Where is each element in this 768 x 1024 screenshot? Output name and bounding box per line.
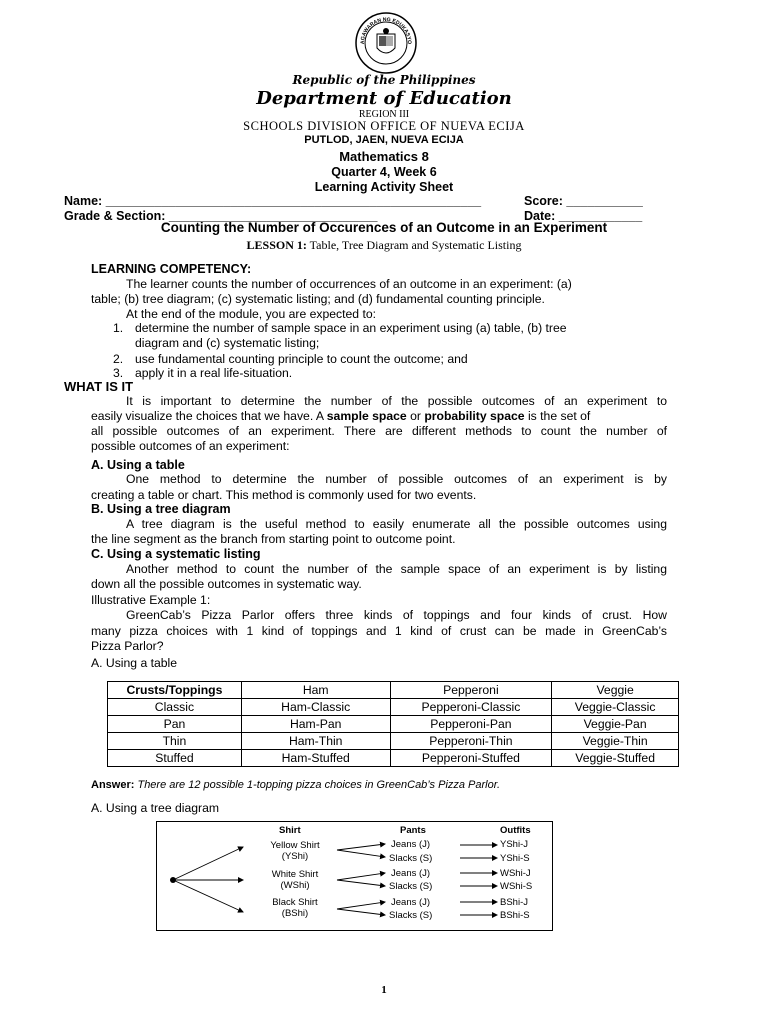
table-cell: Veggie-Stuffed [552,750,679,767]
competency-intro: At the end of the module, you are expected to: [126,307,377,321]
table-row [108,716,679,733]
shirt-code: (WShi) [280,880,310,891]
tree-pants-node: Jeans (J) [391,839,431,850]
method-a-heading: A. Using a table [91,458,185,472]
shirt-code: (YShi) [281,851,309,862]
republic-line: Republic of the Philippines [292,73,476,87]
table-header: Ham [241,682,390,699]
paragraph-line: the line segment as the branch from starting point to outcome point. [91,532,456,546]
tree-outfit-node: WShi-J [500,868,531,879]
shirt-name: White Shirt [271,869,319,880]
method-c-heading: C. Using a systematic listing [91,547,261,561]
paragraph-line: down all the possible outcomes in systematic way. [91,577,362,591]
table-cell: Stuffed [108,750,242,767]
region-line: REGION III [358,109,410,120]
paragraph-line: many pizza choices with 1 kind of toppings and 1 kind of crust can be made in GreenCab’s [91,624,667,638]
table-cell: Pepperoni-Classic [390,699,552,716]
lesson-prefix: LESSON 1: [246,238,307,252]
paragraph-line: Another method to count the number of the sample space of an experiment is by listing [126,562,667,576]
name-label: Name: [64,194,103,208]
tree-outfit-node: YShi-S [500,853,530,864]
score-field[interactable] [524,194,643,208]
tree-branch [337,850,385,857]
tree-pants-node: Slacks (S) [389,910,433,921]
tree-pants-node: Jeans (J) [391,868,431,879]
table-header: Crusts/Toppings [108,682,242,699]
paragraph-line: all possible outcomes of an experiment. There are different methods to count the number of [91,424,667,438]
tree-svg [157,822,552,930]
tree-branch [337,902,385,909]
score-line[interactable]: ___________ [566,194,643,208]
table-header: Veggie [552,682,679,699]
page-number: 1 [381,984,387,996]
paragraph-line: GreenCab’s Pizza Parlor offers three kinds of toppings and four kinds of crust. How [126,608,667,622]
tree-shirt-node [253,869,337,891]
table-header: Pepperoni [390,682,552,699]
paragraph-line: One method to determine the number of possible outcomes of an experiment is by [126,472,667,486]
shirt-name: Black Shirt [272,897,318,908]
pizza-table [107,681,679,767]
lesson-text: Table, Tree Diagram and Systematic Listing [309,238,522,252]
tree-col-shirt: Shirt [279,825,301,836]
activity-title: Counting the Number of Occurences of an Outcome in an Experiment [160,220,608,235]
competency-heading: LEARNING COMPETENCY: [91,262,252,276]
name-field[interactable] [64,194,481,208]
objective-line: use fundamental counting principle to count the outcome; and [135,352,468,366]
table-cell: Ham-Pan [241,716,390,733]
date-label: Date: [524,209,556,223]
competency-para-1: The learner counts the number of occurrences of an outcome in an experiment: (a) [126,277,572,291]
table-cell: Thin [108,733,242,750]
tree-col-pants: Pants [400,825,426,836]
table-cell: Veggie-Thin [552,733,679,750]
tree-branch [337,909,385,915]
table-cell: Pan [108,716,242,733]
shirt-code: (BShi) [281,908,309,919]
tree-caption: A. Using a tree diagram [91,801,220,815]
answer-label: Answer: [91,779,135,791]
objective-line: diagram and (c) systematic listing; [135,336,320,350]
tree-outfit-node: BShi-J [500,897,528,908]
tree-branch [337,844,385,850]
division-line: SCHOOLS DIVISION OFFICE OF NUEVA ECIJA [243,119,525,133]
tree-branch [337,873,385,880]
sheet-title: Learning Activity Sheet [314,180,454,194]
table-cell: Ham-Stuffed [241,750,390,767]
tree-shirt-node [253,897,337,919]
table-cell: Veggie-Pan [552,716,679,733]
grade-label: Grade & Section: [64,209,166,223]
quarter-line: Quarter 4, Week 6 [331,165,437,179]
paragraph-text: easily visualize the choices that we have. A [91,409,327,423]
table-cell: Classic [108,699,242,716]
tree-branch [337,880,385,886]
paragraph-line: possible outcomes of an experiment: [91,439,290,453]
tree-pants-node: Jeans (J) [391,897,431,908]
table-cell: Pepperoni-Thin [390,733,552,750]
date-line[interactable]: ____________ [558,209,643,223]
what-is-it-heading: WHAT IS IT [64,379,134,394]
objective-line: apply it in a real life-situation. [135,366,293,380]
paragraph-line: A tree diagram is the useful method to easily enumerate all the possible outcomes using [126,517,667,531]
answer-text: There are 12 possible 1-topping pizza choices in GreenCab’s Pizza Parlor. [137,779,501,791]
score-label: Score: [524,194,563,208]
tree-shirt-node [253,840,337,862]
table-row [108,699,679,716]
deped-seal [355,12,417,74]
tree-branch [173,847,243,880]
name-line[interactable]: ______________________________________________________ [105,194,482,208]
objective-number: 3. [113,366,124,380]
table-cell: Pepperoni-Pan [390,716,552,733]
lesson-title [0,238,768,253]
paragraph-text: or [406,409,425,423]
paragraph-line [91,409,667,424]
table-cell: Veggie-Classic [552,699,679,716]
objective-number: 2. [113,352,124,366]
tree-col-outfits: Outfits [500,825,531,836]
tree-diagram [156,821,553,931]
table-row [108,750,679,767]
address-line: PUTLOD, JAEN, NUEVA ECIJA [304,134,464,146]
example-label: Illustrative Example 1: [91,593,211,607]
table-row [108,733,679,750]
tree-branch [173,880,243,912]
objective-number: 1. [113,321,124,335]
table-cell: Ham-Thin [241,733,390,750]
tree-outfit-node: YShi-J [500,839,528,850]
table-cell: Pepperoni-Stuffed [390,750,552,767]
tree-outfit-node: WShi-S [500,881,533,892]
paragraph-line: It is important to determine the number of the possible outcomes of an experiment to [126,394,667,408]
tree-outfit-node: BShi-S [500,910,530,921]
table-cell: Ham-Classic [241,699,390,716]
method-b-heading: B. Using a tree diagram [91,502,231,516]
table-header-row [108,682,679,699]
probability-space-term: probability space [424,409,525,423]
answer-line [91,779,500,791]
subject-title: Mathematics 8 [339,149,429,164]
table-caption: A. Using a table [91,656,178,670]
paragraph-line: Pizza Parlor? [91,639,164,653]
competency-para-2: table; (b) tree diagram; (c) systematic listing; and (d) fundamental counting principle. [91,292,545,306]
paragraph-text: is the set of [524,409,591,423]
shirt-name: Yellow Shirt [270,840,320,851]
sample-space-term: sample space [326,409,407,423]
tree-pants-node: Slacks (S) [389,881,433,892]
department-name: Department of Education [256,88,512,109]
seal-text: AGAWARAN NG EDUKASYO [359,16,413,45]
tree-pants-node: Slacks (S) [389,853,433,864]
grade-line[interactable]: ______________________________ [168,209,378,223]
paragraph-line: creating a table or chart. This method is commonly used for two events. [91,488,477,502]
objective-line: determine the number of sample space in an experiment using (a) table, (b) tree [135,321,567,335]
